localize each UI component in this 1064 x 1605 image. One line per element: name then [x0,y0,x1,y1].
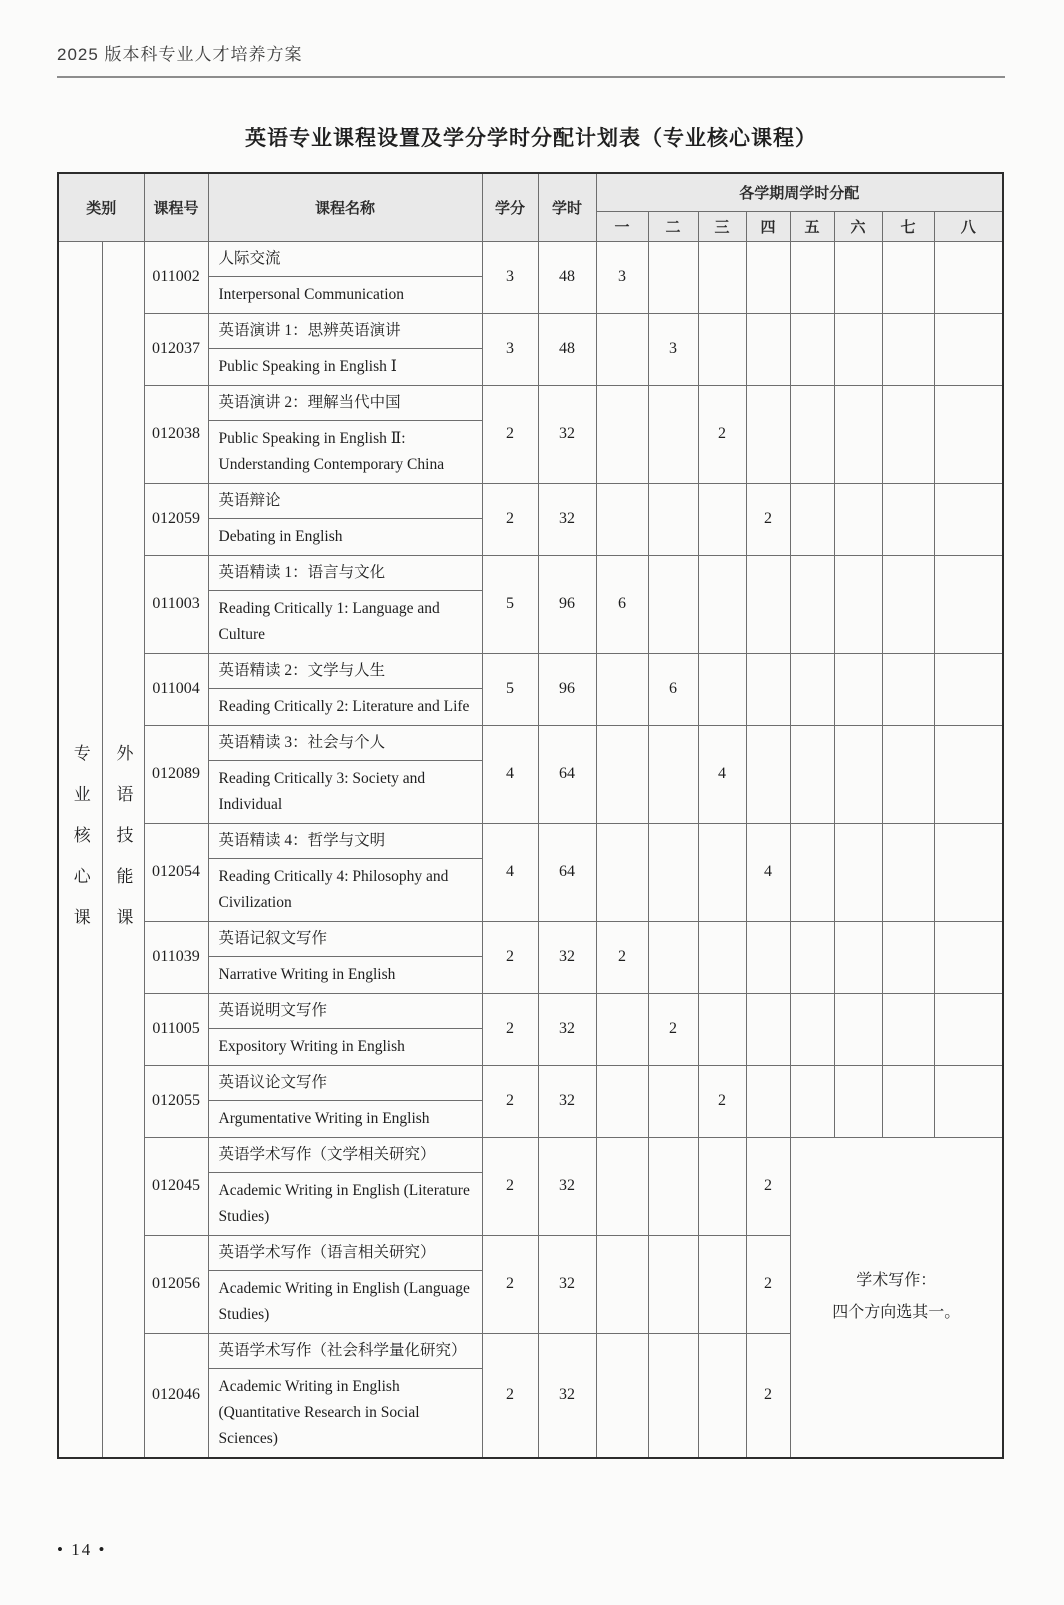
hours-cell: 32 [538,1235,596,1333]
weekly-hours-sem-5 [790,993,834,1065]
weekly-hours-sem-5 [790,385,834,483]
weekly-hours-sem-7 [882,241,934,313]
weekly-hours-sem-4 [746,725,790,823]
weekly-hours-sem-8 [934,555,1003,653]
header-semester-4: 四 [746,211,790,241]
weekly-hours-sem-3: 2 [698,1065,746,1137]
hours-cell: 64 [538,823,596,921]
weekly-hours-sem-3 [698,313,746,385]
credits-cell: 3 [482,241,538,313]
credits-cell: 2 [482,993,538,1065]
course-name-zh: 英语议论文写作 [208,1065,482,1100]
header-credits: 学分 [482,173,538,241]
weekly-hours-sem-2 [648,921,698,993]
weekly-hours-sem-5 [790,725,834,823]
weekly-hours-sem-6 [834,823,882,921]
course-row [58,653,1003,688]
course-name-en: Public Speaking in English Ⅰ [208,348,482,385]
weekly-hours-sem-6 [834,385,882,483]
course-name-en: Interpersonal Communication [208,276,482,313]
weekly-hours-sem-7 [882,313,934,385]
weekly-hours-sem-2 [648,1137,698,1235]
table-header-row-1 [58,173,1003,211]
academic-writing-note-cell [790,1137,1003,1458]
weekly-hours-sem-8 [934,725,1003,823]
weekly-hours-sem-3 [698,1137,746,1235]
weekly-hours-sem-4 [746,385,790,483]
course-row [58,1137,1003,1172]
weekly-hours-sem-8 [934,385,1003,483]
weekly-hours-sem-1 [596,823,648,921]
credits-cell: 4 [482,725,538,823]
weekly-hours-sem-5 [790,1065,834,1137]
course-name-en: Reading Critically 4: Philosophy and Civilization [208,858,482,921]
weekly-hours-sem-8 [934,653,1003,725]
course-name-zh: 英语精读 3：社会与个人 [208,725,482,760]
hours-cell: 32 [538,385,596,483]
course-name-zh: 英语精读 2：文学与人生 [208,653,482,688]
header-course-code: 课程号 [144,173,208,241]
course-row [58,921,1003,956]
weekly-hours-sem-7 [882,823,934,921]
hours-cell: 32 [538,1137,596,1235]
course-row [58,385,1003,420]
weekly-hours-sem-5 [790,823,834,921]
weekly-hours-sem-7 [882,555,934,653]
category-label-major-core [58,241,102,1458]
weekly-hours-sem-8 [934,921,1003,993]
category-label-language-skills-text: 外语技能课 [113,744,133,949]
weekly-hours-sem-1 [596,313,648,385]
course-row [58,241,1003,276]
course-code-cell: 011004 [144,653,208,725]
weekly-hours-sem-1: 2 [596,921,648,993]
weekly-hours-sem-3 [698,1235,746,1333]
credits-cell: 2 [482,1137,538,1235]
weekly-hours-sem-8 [934,993,1003,1065]
course-row [58,725,1003,760]
hours-cell: 48 [538,241,596,313]
weekly-hours-sem-1: 6 [596,555,648,653]
credits-cell: 2 [482,385,538,483]
weekly-hours-sem-1 [596,1235,648,1333]
page-number: • 14 • [57,1540,107,1559]
weekly-hours-sem-4: 2 [746,1333,790,1458]
course-code-cell: 012055 [144,1065,208,1137]
weekly-hours-sem-8 [934,241,1003,313]
course-name-en: Public Speaking in English Ⅱ: Understanding Contemporary China [208,420,482,483]
weekly-hours-sem-1 [596,653,648,725]
weekly-hours-sem-5 [790,653,834,725]
course-code-cell: 012056 [144,1235,208,1333]
weekly-hours-sem-4 [746,653,790,725]
weekly-hours-sem-6 [834,313,882,385]
course-name-zh: 英语记叙文写作 [208,921,482,956]
weekly-hours-sem-2 [648,483,698,555]
weekly-hours-sem-6 [834,921,882,993]
hours-cell: 48 [538,313,596,385]
weekly-hours-sem-3 [698,921,746,993]
header-divider [57,76,1005,78]
course-row [58,1065,1003,1100]
header-semester-5: 五 [790,211,834,241]
course-name-zh: 英语说明文写作 [208,993,482,1028]
weekly-hours-sem-3: 2 [698,385,746,483]
hours-cell: 64 [538,725,596,823]
weekly-hours-sem-4: 4 [746,823,790,921]
weekly-hours-sem-4 [746,555,790,653]
hours-cell: 32 [538,921,596,993]
course-code-cell: 012054 [144,823,208,921]
weekly-hours-sem-2 [648,241,698,313]
weekly-hours-sem-6 [834,555,882,653]
weekly-hours-sem-7 [882,993,934,1065]
weekly-hours-sem-1 [596,1333,648,1458]
credits-cell: 3 [482,313,538,385]
weekly-hours-sem-4: 2 [746,1137,790,1235]
course-code-cell: 011005 [144,993,208,1065]
course-code-cell: 011002 [144,241,208,313]
header-hours: 学时 [538,173,596,241]
course-code-cell: 011003 [144,555,208,653]
course-row [58,313,1003,348]
course-name-zh: 英语学术写作（社会科学量化研究） [208,1333,482,1368]
course-name-zh: 英语演讲 2：理解当代中国 [208,385,482,420]
course-name-zh: 英语演讲 1：思辨英语演讲 [208,313,482,348]
weekly-hours-sem-7 [882,653,934,725]
weekly-hours-sem-5 [790,921,834,993]
credits-cell: 2 [482,921,538,993]
weekly-hours-sem-4: 2 [746,1235,790,1333]
weekly-hours-sem-7 [882,385,934,483]
course-code-cell: 011039 [144,921,208,993]
weekly-hours-sem-1 [596,483,648,555]
course-name-en: Argumentative Writing in English [208,1100,482,1137]
weekly-hours-sem-2: 2 [648,993,698,1065]
course-schedule-table [57,172,1004,1459]
weekly-hours-sem-5 [790,313,834,385]
weekly-hours-sem-3 [698,483,746,555]
course-name-en: Expository Writing in English [208,1028,482,1065]
course-name-en: Debating in English [208,518,482,555]
credits-cell: 2 [482,1065,538,1137]
credits-cell: 2 [482,483,538,555]
course-code-cell: 012089 [144,725,208,823]
course-name-en: Reading Critically 3: Society and Individual [208,760,482,823]
weekly-hours-sem-4 [746,241,790,313]
course-name-en: Reading Critically 1: Language and Culture [208,590,482,653]
note-line: 学术写作： [856,1272,937,1289]
hours-cell: 32 [538,1333,596,1458]
document-header: 2025 版本科专业人才培养方案 [57,45,303,64]
course-row [58,993,1003,1028]
course-row [58,555,1003,590]
weekly-hours-sem-4 [746,921,790,993]
weekly-hours-sem-3 [698,993,746,1065]
course-name-en: Reading Critically 2: Literature and Life [208,688,482,725]
weekly-hours-sem-6 [834,241,882,313]
course-name-en: Narrative Writing in English [208,956,482,993]
weekly-hours-sem-2 [648,1333,698,1458]
weekly-hours-sem-5 [790,483,834,555]
weekly-hours-sem-7 [882,483,934,555]
header-semester-group: 各学期周学时分配 [596,173,1003,211]
weekly-hours-sem-1 [596,1137,648,1235]
course-code-cell: 012037 [144,313,208,385]
weekly-hours-sem-6 [834,483,882,555]
weekly-hours-sem-4 [746,313,790,385]
header-semester-1: 一 [596,211,648,241]
weekly-hours-sem-6 [834,993,882,1065]
weekly-hours-sem-6 [834,1065,882,1137]
credits-cell: 4 [482,823,538,921]
header-semester-8: 八 [934,211,1003,241]
hours-cell: 32 [538,483,596,555]
hours-cell: 96 [538,555,596,653]
weekly-hours-sem-5 [790,241,834,313]
credits-cell: 5 [482,653,538,725]
course-name-en: Academic Writing in English (Quantitative Research in Social Sciences) [208,1368,482,1458]
weekly-hours-sem-2 [648,1235,698,1333]
header-semester-2: 二 [648,211,698,241]
header-semester-7: 七 [882,211,934,241]
weekly-hours-sem-1: 3 [596,241,648,313]
course-name-zh: 英语学术写作（文学相关研究） [208,1137,482,1172]
weekly-hours-sem-8 [934,1065,1003,1137]
course-name-zh: 人际交流 [208,241,482,276]
weekly-hours-sem-3 [698,653,746,725]
header-course-name: 课程名称 [208,173,482,241]
weekly-hours-sem-1 [596,993,648,1065]
header-semester-6: 六 [834,211,882,241]
hours-cell: 32 [538,993,596,1065]
course-code-cell: 012046 [144,1333,208,1458]
course-row [58,823,1003,858]
weekly-hours-sem-7 [882,1065,934,1137]
course-name-en: Academic Writing in English (Language Studies) [208,1270,482,1333]
weekly-hours-sem-2 [648,385,698,483]
weekly-hours-sem-3: 4 [698,725,746,823]
header-category: 类别 [58,173,144,241]
weekly-hours-sem-2 [648,1065,698,1137]
weekly-hours-sem-8 [934,823,1003,921]
weekly-hours-sem-2: 3 [648,313,698,385]
course-name-zh: 英语精读 4：哲学与文明 [208,823,482,858]
course-name-zh: 英语精读 1：语言与文化 [208,555,482,590]
course-name-en: Academic Writing in English (Literature Studies) [208,1172,482,1235]
weekly-hours-sem-6 [834,653,882,725]
credits-cell: 2 [482,1235,538,1333]
weekly-hours-sem-2 [648,725,698,823]
course-code-cell: 012045 [144,1137,208,1235]
course-row [58,483,1003,518]
weekly-hours-sem-2: 6 [648,653,698,725]
weekly-hours-sem-7 [882,921,934,993]
weekly-hours-sem-7 [882,725,934,823]
header-semester-3: 三 [698,211,746,241]
weekly-hours-sem-3 [698,241,746,313]
course-name-zh: 英语学术写作（语言相关研究） [208,1235,482,1270]
course-code-cell: 012038 [144,385,208,483]
weekly-hours-sem-2 [648,823,698,921]
course-name-zh: 英语辩论 [208,483,482,518]
weekly-hours-sem-3 [698,555,746,653]
weekly-hours-sem-5 [790,555,834,653]
weekly-hours-sem-6 [834,725,882,823]
category-label-major-core-text: 专业核心课 [70,744,90,949]
weekly-hours-sem-4 [746,993,790,1065]
weekly-hours-sem-1 [596,725,648,823]
weekly-hours-sem-1 [596,385,648,483]
credits-cell: 5 [482,555,538,653]
hours-cell: 32 [538,1065,596,1137]
hours-cell: 96 [538,653,596,725]
weekly-hours-sem-4: 2 [746,483,790,555]
weekly-hours-sem-1 [596,1065,648,1137]
category-label-language-skills [102,241,144,1458]
weekly-hours-sem-2 [648,555,698,653]
note-line: 四个方向选其一。 [832,1304,961,1321]
weekly-hours-sem-3 [698,1333,746,1458]
course-code-cell: 012059 [144,483,208,555]
weekly-hours-sem-8 [934,483,1003,555]
credits-cell: 2 [482,1333,538,1458]
course-table-body [58,241,1003,1458]
weekly-hours-sem-8 [934,313,1003,385]
weekly-hours-sem-4 [746,1065,790,1137]
weekly-hours-sem-3 [698,823,746,921]
table-title: 英语专业课程设置及学分学时分配计划表（专业核心课程） [245,127,817,150]
